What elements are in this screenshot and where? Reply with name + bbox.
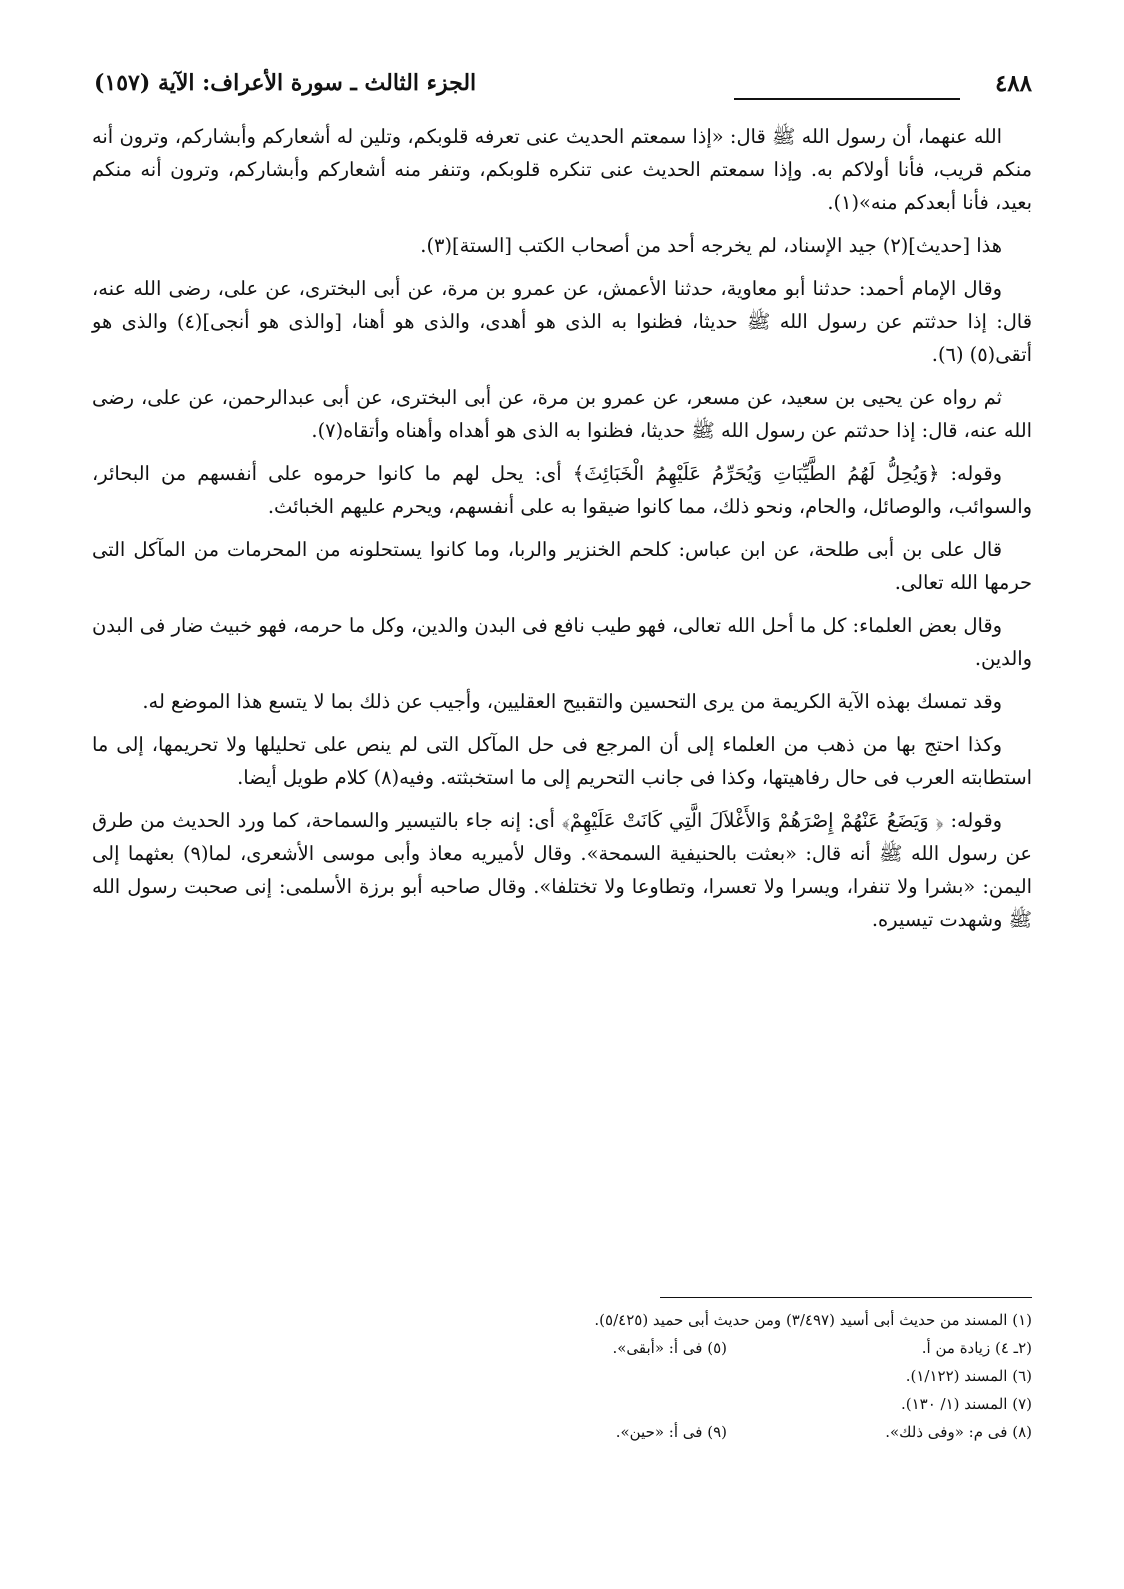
paragraph: وقوله: ﴿وَيُحِلُّ لَهُمُ الطَّيِّبَاتِ وَيُحَرِّمُ عَلَيْهِمُ الْخَبَائِثَ﴾ أى: يحل لهم ما كانوا حرموه على أنفسهم من البحائر، والسوائب، والوصائل، والحام، ونحو ذلك، مما كانوا ضيقوا به على أنفسهم، ويحرم عليهم الخبائث.: [92, 462, 1032, 518]
footnote: (٧) المسند (١/ ١٣٠).: [900, 1395, 1032, 1413]
page-number: ٤٨٨: [994, 70, 1032, 97]
footnote-row: [360, 1390, 1032, 1418]
paragraph: وكذا احتج بها من ذهب من العلماء إلى أن المرجع فى حل المآكل التى لم ينص على تحليلها ولا تحريمها، إلى ما استطابته العرب فى حال رفاهيتها، وكذا فى جانب التحريم إلى ما استخبثته. وفيه(٨) كلام طويل أيضا.: [92, 733, 1032, 789]
footnote: (١) المسند من حديث أبى أسيد (٣/٤٩٧) ومن حديث أبى حميد (٥/٤٢٥).: [594, 1311, 1032, 1329]
footnote: (٩) فى أ: «حين».: [615, 1423, 727, 1441]
header-title: الجزء الثالث ـ سورة الأعراف: الآية (١٥٧): [94, 70, 477, 96]
paragraph: وقوله: ﴿ وَيَضَعُ عَنْهُمْ إِصْرَهُمْ وَالأَغْلاَلَ الَّتِي كَانَتْ عَلَيْهِمْ﴾ أى: إنه جاء بالتيسير والسماحة، كما ورد الحديث من طرق عن رسول الله ﷺ أنه قال: «بعثت بالحنيفية السمحة». وقال لأميريه معاذ وأبى موسى الأشعرى، لما(٩) بعثهما إلى اليمن: «بشرا ولا تنفرا، ويسرا ولا تعسرا، وتطاوعا ولا تختلفا». وقال صاحبه أبو برزة الأسلمى: إنى صحبت رسول الله ﷺ وشهدت تيسيره.: [92, 809, 1033, 931]
paragraph: قال على بن أبى طلحة، عن ابن عباس: كلحم الخنزير والربا، وما كانوا يستحلونه من المحرمات من المآكل التى حرمها الله تعالى.: [92, 538, 1032, 594]
paragraph: الله عنهما، أن رسول الله ﷺ قال: «إذا سمعتم الحديث عنى تعرفه قلوبكم، وتلين له أشعاركم وأبشاركم، وترون أنه منكم قريب، فأنا أولاكم به. وإذا سمعتم الحديث عنى تنكره قلوبكم، وتنفر منه أشعاركم وأبشاركم، وترون أنه منكم بعيد، فأنا أبعدكم منه»(١).: [92, 125, 1032, 214]
paragraph: هذا [حديث](٢) جيد الإسناد، لم يخرجه أحد من أصحاب الكتب [الستة](٣).: [420, 234, 1002, 257]
paragraph: وقال الإمام أحمد: حدثنا أبو معاوية، حدثنا الأعمش، عن عمرو بن مرة، عن أبى البخترى، عن على، رضى الله عنه، قال: إذا حدثتم عن رسول الله ﷺ حديثا، فظنوا به الذى هو أهدى، والذى هو أهنا، [والذى هو أنجى](٤) والذى هو أتقى(٥) (٦).: [92, 277, 1032, 366]
footnote: (٥) فى أ: «أبقى».: [612, 1339, 727, 1357]
paragraph: وقال بعض العلماء: كل ما أحل الله تعالى، فهو طيب نافع فى البدن والدين، وكل ما حرمه، فهو خبيث ضار فى البدن والدين.: [92, 614, 1032, 670]
running-header: [94, 70, 1032, 110]
footnote-row: [360, 1306, 1032, 1334]
main-text: [92, 120, 1032, 1275]
footnote: (٢ـ ٤) زيادة من أ.: [921, 1339, 1032, 1357]
footnote-rule: [660, 1297, 1032, 1298]
footnotes: [360, 1306, 1032, 1446]
footnote-row: [360, 1418, 1032, 1446]
footnote: (٨) فى م: «وفى ذلك».: [885, 1423, 1032, 1441]
header-rule: [734, 98, 960, 100]
paragraph: وقد تمسك بهذه الآية الكريمة من يرى التحسين والتقبيح العقليين، وأجيب عن ذلك بما لا يتسع هذا الموضع له.: [142, 690, 1002, 713]
footnote-row: [360, 1334, 1032, 1362]
paragraph: ثم رواه عن يحيى بن سعيد، عن مسعر، عن عمرو بن مرة، عن أبى البخترى، عن أبى عبدالرحمن، عن على، رضى الله عنه، قال: إذا حدثتم عن رسول الله ﷺ حديثا، فظنوا به الذى هو أهداه وأهناه وأتقاه(٧).: [92, 386, 1032, 442]
footnote-row: [360, 1362, 1032, 1390]
footnote: (٦) المسند (١/١٢٢).: [905, 1367, 1032, 1385]
